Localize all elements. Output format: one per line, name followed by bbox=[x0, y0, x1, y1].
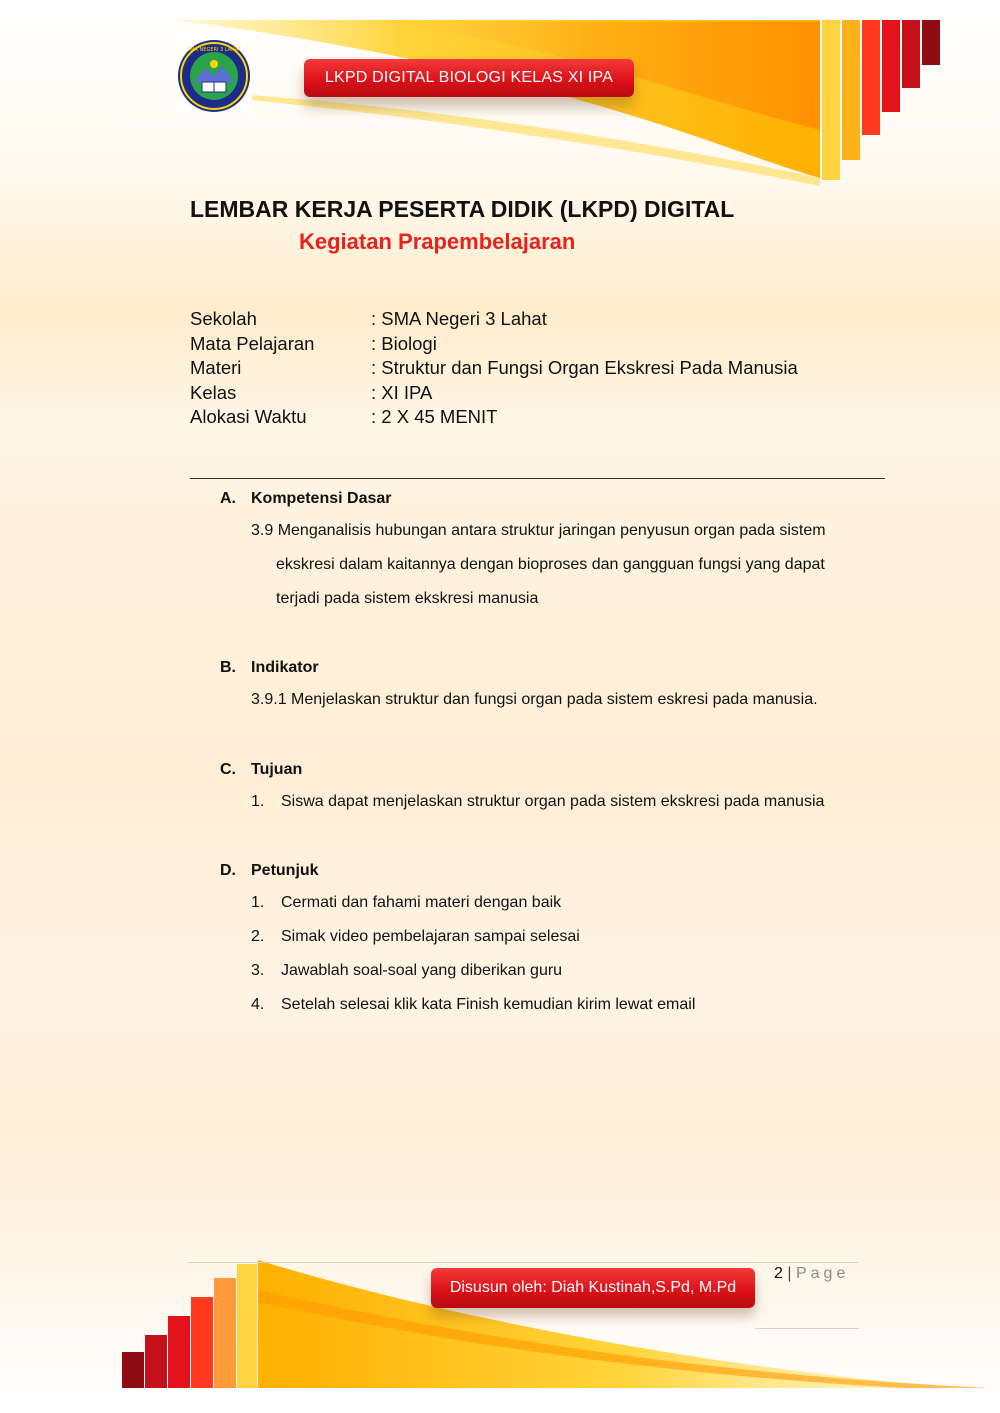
divider bbox=[190, 478, 885, 479]
section-kompetensi-dasar bbox=[220, 488, 392, 510]
footer-bar bbox=[122, 1352, 144, 1388]
page-number-value: 2 bbox=[774, 1265, 783, 1282]
section-petunjuk bbox=[220, 860, 319, 882]
section-heading: Indikator bbox=[251, 659, 319, 676]
section-heading: Petunjuk bbox=[251, 862, 319, 879]
kd-line-1: 3.9 Menganalisis hubungan antara struktur jaringan penyusun organ pada sistem bbox=[251, 522, 826, 539]
info-label: Sekolah bbox=[190, 308, 257, 329]
info-value: : 2 X 45 MENIT bbox=[371, 406, 498, 427]
section-tujuan bbox=[220, 759, 302, 781]
section-letter: C. bbox=[220, 761, 236, 778]
list-number: 1. bbox=[251, 793, 265, 810]
indikator-text: 3.9.1 Menjelaskan struktur dan fungsi organ pada sistem eskresi pada manusia. bbox=[251, 691, 818, 708]
header-bar bbox=[882, 20, 900, 112]
section-heading: Kompetensi Dasar bbox=[251, 490, 392, 507]
header-bar bbox=[922, 20, 940, 65]
footer-bar bbox=[168, 1316, 190, 1388]
kd-line-2: ekskresi dalam kaitannya dengan bioproses dan gangguan fungsi yang dapat bbox=[276, 556, 825, 573]
info-label: Kelas bbox=[190, 381, 237, 403]
header-bar bbox=[862, 20, 880, 135]
info-value: : SMA Negeri 3 Lahat bbox=[371, 308, 547, 329]
info-label: Materi bbox=[190, 357, 242, 378]
section-indikator bbox=[220, 657, 319, 679]
info-value: : Biologi bbox=[371, 332, 437, 354]
list-number: 1. bbox=[251, 894, 265, 911]
list-item: Simak video pembelajaran sampai selesai bbox=[281, 928, 580, 945]
author-label: Disusun oleh: Diah Kustinah,S.Pd, M.Pd bbox=[449, 1279, 737, 1296]
page-number bbox=[774, 1265, 849, 1283]
document-title: LEMBAR KERJA PESERTA DIDIK (LKPD) DIGITAL bbox=[190, 196, 735, 222]
section-letter: D. bbox=[220, 862, 236, 879]
info-value: : Struktur dan Fungsi Organ Ekskresi Pada Manusia bbox=[371, 357, 798, 378]
info-label: Alokasi Waktu bbox=[190, 406, 307, 427]
info-label: Mata Pelajaran bbox=[190, 332, 315, 354]
header-bar bbox=[822, 20, 840, 180]
info-value: : XI IPA bbox=[371, 381, 433, 403]
header-badge-label: LKPD DIGITAL BIOLOGI KELAS XI IPA bbox=[324, 69, 614, 86]
list-item: Jawablah soal-soal yang diberikan guru bbox=[281, 962, 563, 979]
list-item: Setelah selesai klik kata Finish kemudian kirim lewat email bbox=[281, 996, 696, 1013]
header-bar bbox=[902, 20, 920, 88]
footer-bar bbox=[191, 1297, 213, 1388]
kd-line-3: terjadi pada sistem ekskresi manusia bbox=[276, 590, 539, 607]
footer-bar bbox=[145, 1335, 167, 1388]
list-number: 3. bbox=[251, 962, 265, 979]
section-heading: Tujuan bbox=[251, 761, 303, 778]
list-number: 4. bbox=[251, 996, 265, 1013]
document-subtitle: Kegiatan Prapembelajaran bbox=[299, 229, 576, 254]
page-word: Page bbox=[795, 1265, 850, 1282]
footer-bar bbox=[237, 1264, 257, 1388]
footer-rule bbox=[188, 1262, 858, 1263]
section-letter: A. bbox=[220, 490, 236, 507]
footer-bar bbox=[214, 1278, 236, 1388]
footer-rule bbox=[755, 1328, 859, 1329]
author-badge bbox=[431, 1268, 755, 1308]
header-bar bbox=[842, 20, 860, 160]
list-item: Siswa dapat menjelaskan struktur organ pada sistem ekskresi pada manusia bbox=[281, 793, 825, 810]
logo-ring-text: SMA NEGERI 3 LAHAT bbox=[187, 47, 241, 53]
list-number: 2. bbox=[251, 928, 265, 945]
section-letter: B. bbox=[220, 659, 236, 676]
header-badge bbox=[304, 59, 634, 97]
page-separator: | bbox=[787, 1265, 792, 1282]
header-decoration bbox=[0, 0, 1000, 200]
school-logo bbox=[176, 38, 252, 114]
list-item: Cermati dan fahami materi dengan baik bbox=[281, 894, 562, 911]
